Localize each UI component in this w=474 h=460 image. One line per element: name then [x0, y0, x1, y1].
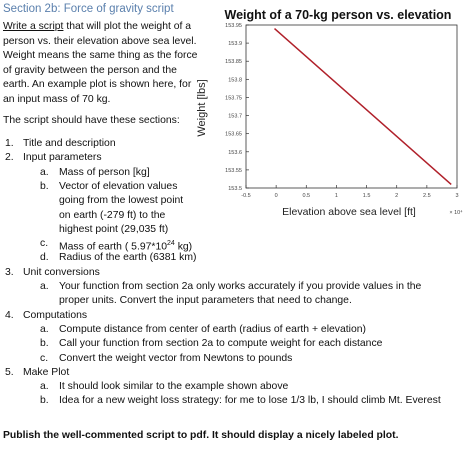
x-axis-label: Elevation above sea level [ft] — [282, 206, 416, 218]
outline-marker: 4. — [5, 309, 14, 321]
outline-marker: a. — [40, 166, 49, 178]
x-tick-label: 1.5 — [362, 193, 371, 199]
outline-marker: 3. — [5, 266, 14, 278]
intro-text: that will plot the weight of a person vs. their elevation above sea level. Weight means the same thing as the force of gravity between the person and the earth. An example plot is shown here, for an input mass of 70 kg. — [3, 21, 198, 105]
x-tick-label: 2.5 — [423, 193, 431, 199]
outline-text: Make Plot — [23, 366, 70, 378]
outline-text: Mass of person [kg] — [59, 166, 150, 178]
y-tick-label: 153.8 — [228, 77, 242, 84]
x-tick-label: 2 — [395, 193, 399, 199]
sections-label: The script should have these sections: — [3, 115, 180, 126]
chart-title: Weight of a 70-kg person vs. elevation — [224, 8, 452, 22]
x-tick-label: 0.5 — [302, 193, 311, 199]
outline-marker: a. — [40, 381, 49, 393]
outline-text: Call your function from section 2a to compute weight for each distance — [59, 338, 383, 350]
outline-text: Unit conversions — [23, 266, 100, 278]
outline-text: Title and description — [23, 138, 116, 149]
outline-marker: b. — [40, 395, 49, 407]
outline-marker: b. — [40, 180, 49, 192]
x-tick-label: 3 — [455, 193, 459, 199]
y-tick-label: 153.95 — [225, 23, 242, 29]
final-instruction: Publish the well-commented script to pdf. It should display a nicely labeled plot. — [3, 430, 399, 441]
outline-text: It should look similar to the example shown above — [59, 381, 289, 393]
y-axis-label: Weight [lbs] — [196, 79, 208, 137]
outline-text: going from the lowest point — [59, 195, 184, 207]
mass-earth-text: Mass of earth ( 5.97*10 — [59, 241, 168, 253]
x-tick-label: 0 — [274, 193, 278, 199]
y-tick-label: 153.75 — [225, 95, 242, 102]
outline-marker: d. — [40, 252, 49, 264]
x-multiplier: × 10⁴ — [449, 210, 463, 216]
exponent: 24 — [167, 240, 175, 248]
outline-text: Input parameters — [23, 152, 102, 164]
outline-text: highest point (29,035 ft) — [59, 223, 169, 235]
outline-marker: c. — [40, 352, 49, 364]
y-tick-label: 153.6 — [228, 149, 242, 156]
outline-marker: a. — [40, 323, 49, 335]
outline-text: Convert the weight vector from Newtons to pounds — [59, 352, 293, 364]
outline-marker: b. — [40, 338, 49, 350]
outline-text: Computations — [23, 309, 88, 321]
outline-text: Vector of elevation values — [59, 180, 178, 192]
plot-area — [225, 23, 458, 199]
outline-marker: 1. — [5, 138, 14, 149]
section-heading: Section 2b: Force of gravity script — [3, 3, 174, 15]
outline-marker: 5. — [5, 366, 14, 378]
x-tick-label: 1 — [334, 193, 338, 199]
outline-text: on earth (-279 ft) to the — [59, 209, 166, 221]
y-tick-label: 153.55 — [225, 167, 242, 174]
y-tick-label: 153.9 — [228, 41, 242, 48]
plot-frame — [246, 25, 457, 188]
outline-text: Your function from section 2a only works accurately if you provide values in the — [59, 281, 422, 292]
weight-elevation-chart — [196, 0, 474, 222]
outline-marker: 2. — [5, 152, 14, 164]
y-tick-label: 153.5 — [228, 186, 242, 192]
outline-text: Idea for a new weight loss strategy: for me to lose 1/3 lb, I should climb Mt. Everest — [59, 395, 441, 407]
outline-text: Compute distance from center of earth (radius of earth + elevation) — [59, 323, 366, 335]
y-tick-label: 153.85 — [225, 59, 242, 66]
outline-text: proper units. Convert the input parameters that need to change. — [59, 295, 352, 307]
outline-marker: c. — [40, 238, 49, 250]
x-tick-label: -0.5 — [241, 193, 251, 199]
outline-marker: a. — [40, 281, 49, 292]
outline-text: Radius of the earth (6381 km) — [59, 252, 197, 264]
y-tick-label: 153.7 — [228, 113, 242, 120]
y-tick-label: 153.65 — [225, 131, 242, 138]
intro-paragraph — [3, 20, 198, 108]
intro-underlined: Write a script — [3, 21, 64, 32]
mass-earth-unit: kg) — [174, 241, 193, 253]
